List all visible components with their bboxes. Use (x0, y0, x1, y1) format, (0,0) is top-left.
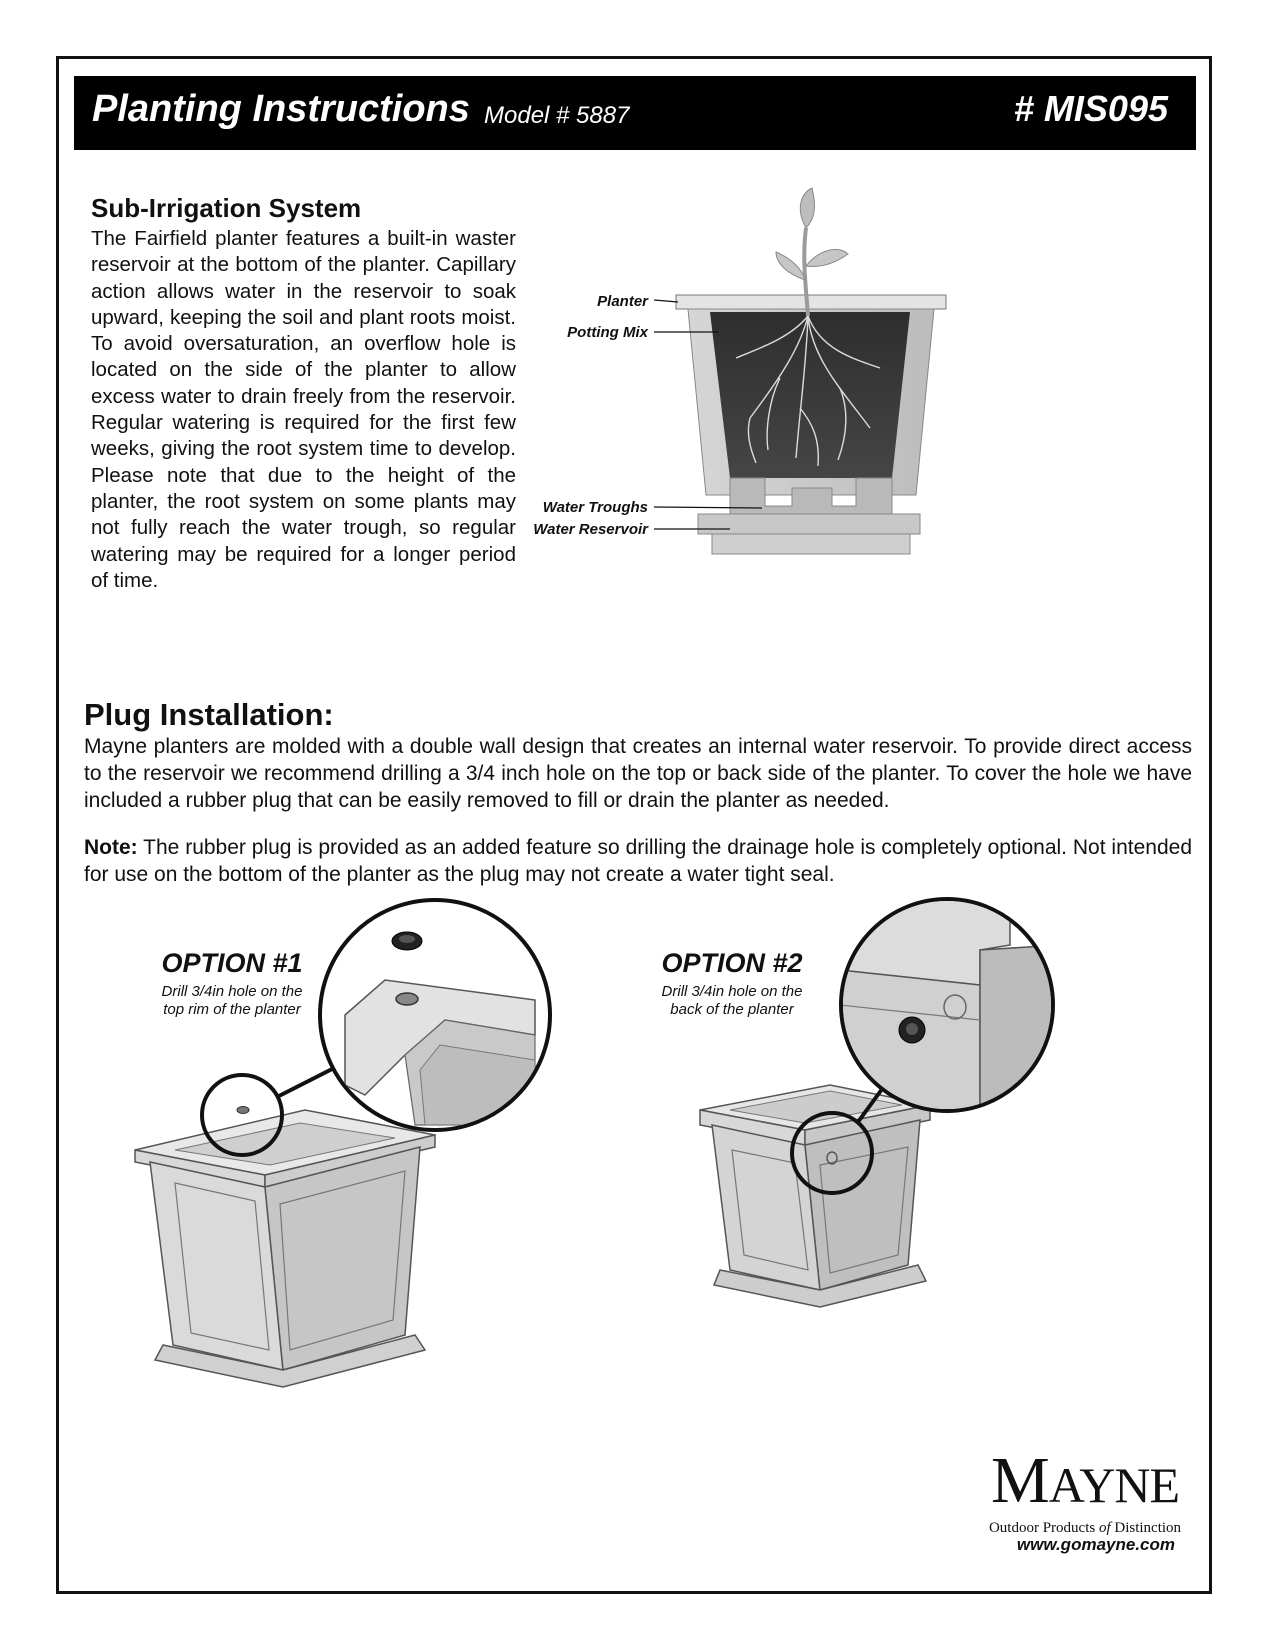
label-water-reservoir: Water Reservoir (533, 521, 648, 538)
note-text: The rubber plug is provided as an added feature so drilling the drainage hole is completely optional. Not intended for use on the bottom of the planter as the plug may not create a water tight seal. (84, 836, 1192, 886)
plant-leaf-right (806, 250, 848, 267)
drill-hole-icon (237, 1107, 249, 1114)
planter-front-panel (712, 1125, 820, 1290)
label-potting-mix: Potting Mix (567, 324, 648, 341)
label-planter: Planter (597, 293, 648, 310)
mayne-logo (975, 1444, 1195, 1537)
planter-cross-section-diagram (533, 188, 1010, 598)
plant-leaf-left (776, 252, 805, 280)
logo-wordmark: MAYNE (991, 1444, 1179, 1517)
option-1-heading: OPTION #1 (161, 948, 303, 978)
note-label: Note: (84, 836, 138, 859)
water-reservoir (698, 514, 920, 534)
magnified-hole-icon (396, 993, 418, 1005)
label-water-troughs: Water Troughs (542, 499, 648, 516)
note-paragraph (84, 834, 1192, 888)
option-1-caption-line2: top rim of the planter (163, 1001, 301, 1018)
option-2-caption-line1: Drill 3/4in hole on the (661, 983, 803, 1000)
option-2-caption-line2: back of the planter (670, 1001, 794, 1018)
plant-leaf-top (800, 188, 814, 228)
sub-irrigation-body: The Fairfield planter features a built-in waster reservoir at the bottom of the planter. Capillary action allows water in the reservoir to soak upward, keeping the soil and plant roots moist. To avoid oversaturation, an overflow hole is located on the side of the planter to allow excess water to drain freely from the reservoir. Regular watering is required for the first few weeks, giving the root system time to develop. Please note that due to the height of the planter, the root system on some plants may not fully reach the water trough, so regular watering may be required for a longer period of time. (91, 227, 516, 592)
plug-installation-title: Plug Installation: (84, 697, 334, 732)
header-banner (74, 76, 1196, 150)
option-2-illustration (680, 925, 1100, 1345)
logo-tagline: Outdoor Products of Distinction (988, 1520, 1182, 1536)
plug-installation-body: Mayne planters are molded with a double wall design that creates an internal water reservoir. To provide direct access to the reservoir we recommend drilling a 3/4 inch hole on the top or back side of the planter. To cover the hole we have included a rubber plug that can be easily removed to fill or drain the planter as needed. (84, 735, 1192, 812)
page-title: Planting Instructions (92, 88, 470, 130)
product-code: # MIS095 (1013, 88, 1168, 129)
model-number: Model # 5887 (484, 102, 630, 129)
option-1-illustration (115, 925, 585, 1425)
option-2-heading: OPTION #2 (661, 948, 803, 978)
option-1-caption-line1: Drill 3/4in hole on the (161, 983, 303, 1000)
website-link[interactable]: www.gomayne.com (1016, 1535, 1175, 1554)
planter-rim (676, 295, 946, 309)
sub-irrigation-title: Sub-Irrigation System (91, 193, 362, 223)
planter-side-panel (265, 1147, 420, 1370)
potting-mix (710, 312, 910, 478)
planter-base (712, 534, 910, 554)
